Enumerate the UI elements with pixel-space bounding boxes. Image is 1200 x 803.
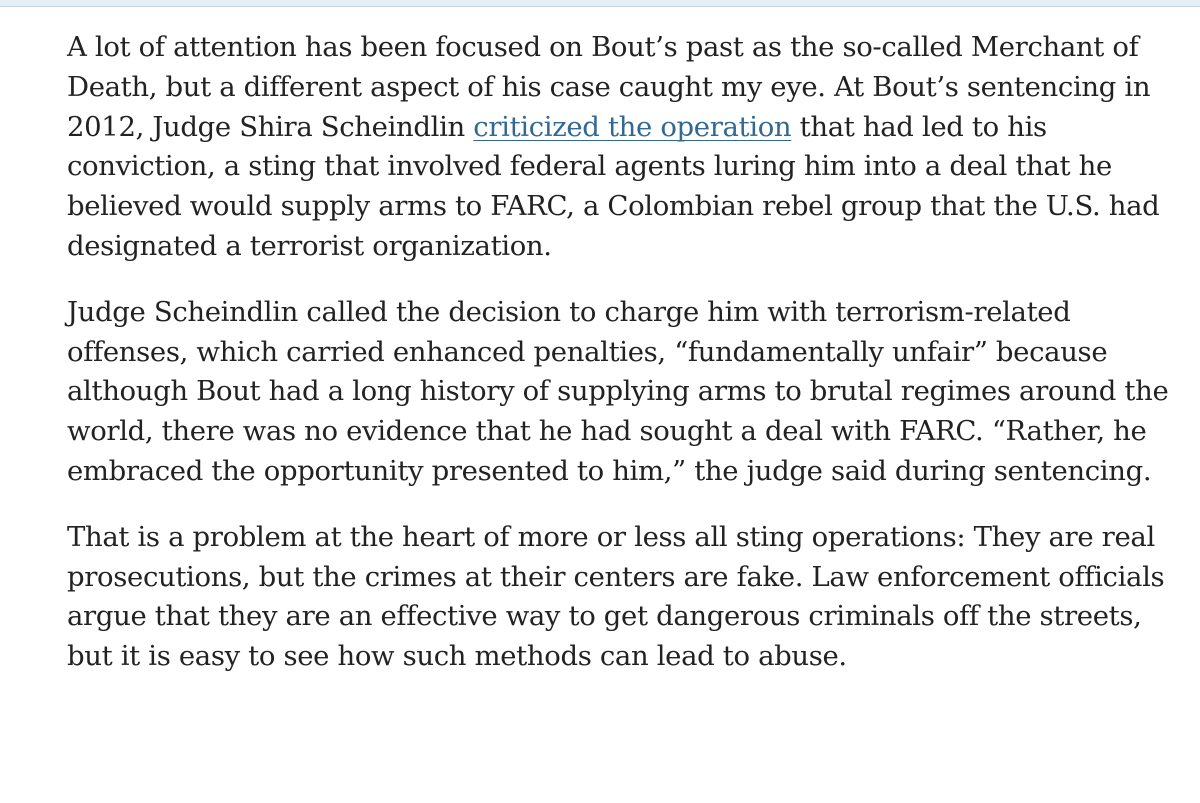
paragraph-1 — [67, 28, 1177, 267]
paragraph-2: Judge Scheindlin called the decision to charge him with terrorism-related offenses, which carried enhanced penalties, “fundamentally unfair” because although Bout had a long history of supplying arms to brutal regimes around the world, there was no evidence that he had sought a deal with FARC. “Rather, he embraced the opportunity presented to him,” the judge said during sentencing. — [67, 295, 1169, 487]
paragraph-1-text-end: that had led to his conviction, a sting that involved federal agents luring him into a deal that he believed would supply arms to FARC, a Colombian rebel group that the U.S. had designated a terrorist organization. — [67, 110, 1160, 262]
paragraph-3: That is a problem at the heart of more or less all sting operations: They are real prosecutions, but the crimes at their centers are fake. Law enforcement officials argue that they are an effective way to get dangerous criminals off the streets, but it is easy to see how such methods can lead to abuse. — [67, 520, 1165, 673]
article-body — [67, 28, 1177, 703]
criticized-operation-link[interactable]: criticized the operation — [473, 110, 792, 143]
top-window-edge — [0, 0, 1200, 7]
paragraph-1-text-start: A lot of attention has been focused on Bout’s past as the so-called Merchant of Death, but a different aspect of his case caught my eye. At Bout’s sentencing in 2012, Judge Shira Scheindlin — [67, 31, 1151, 143]
